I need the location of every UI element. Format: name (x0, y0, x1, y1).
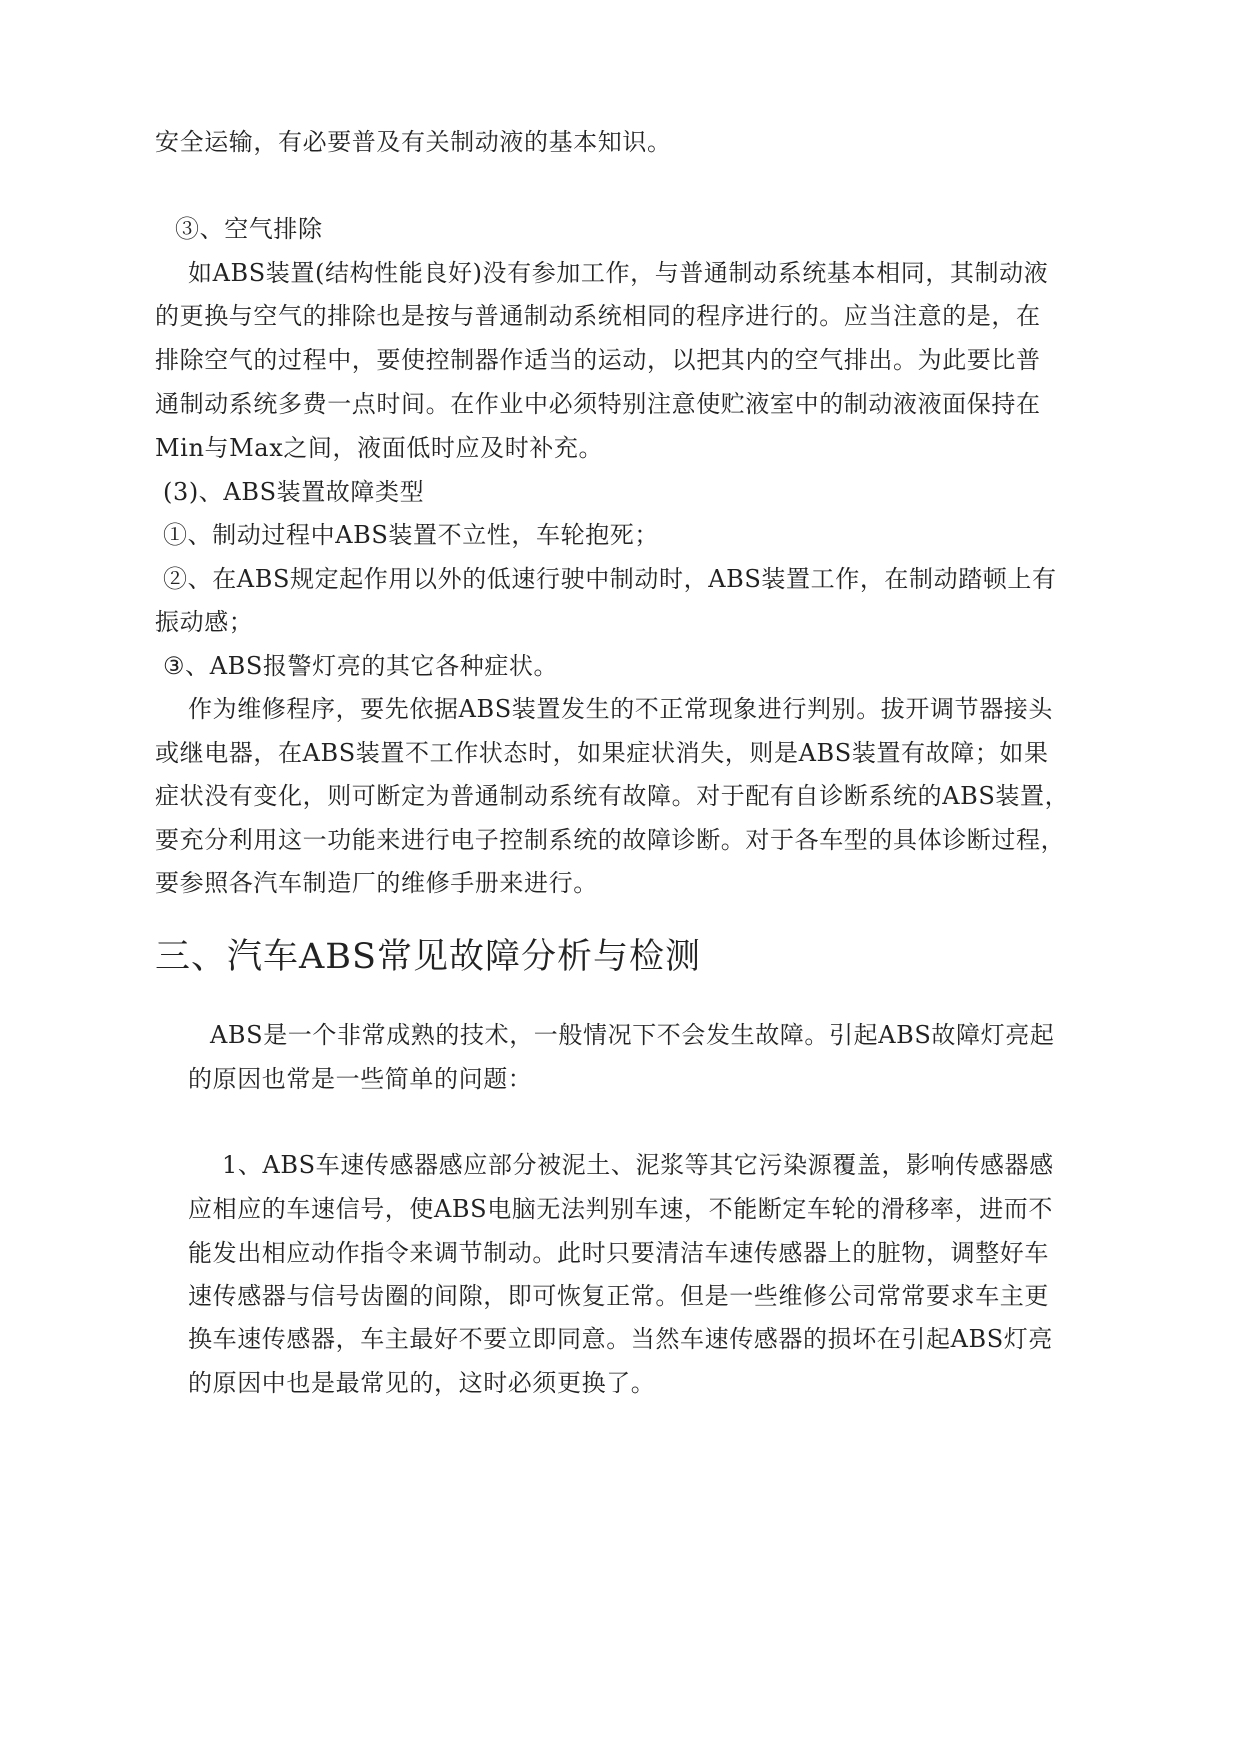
continuation-line: 安全运输，有必要普及有关制动液的基本知识。 (155, 128, 672, 156)
cause-1-line: 应相应的车速信号，使ABS电脑无法判别车速，不能断定车轮的滑移率，进而不 (188, 1195, 1054, 1223)
fault-item: ①、制动过程中ABS装置不立性，车轮抱死； (163, 521, 660, 549)
air-removal-line: 的更换与空气的排除也是按与普通制动系统相同的程序进行的。应当注意的是，在 (155, 302, 1041, 330)
cause-1-line: 速传感器与信号齿圈的间隙，即可恢复正常。但是一些维修公司常常要求车主更 (188, 1282, 1049, 1310)
air-removal-title: ③、空气排除 (175, 215, 323, 243)
procedure-line: 要充分利用这一功能来进行电子控制系统的故障诊断。对于各车型的具体诊断过程， (155, 826, 1066, 854)
procedure-line: 症状没有变化，则可断定为普通制动系统有故障。对于配有自诊断系统的ABS装置， (155, 782, 1070, 810)
intro-line: 的原因也常是一些简单的问题： (188, 1065, 533, 1093)
fault-types-title: (3)、ABS装置故障类型 (163, 478, 425, 506)
air-removal-line: 如ABS装置(结构性能良好)没有参加工作，与普通制动系统基本相同，其制动液 (188, 259, 1049, 287)
fault-item: ③、ABS报警灯亮的其它各种症状。 (163, 652, 559, 680)
procedure-line: 作为维修程序，要先依据ABS装置发生的不正常现象进行判别。拔开调节器接头 (188, 695, 1054, 723)
section-heading: 三、汽车ABS常见故障分析与检测 (155, 937, 701, 977)
cause-1-line: 1、ABS车速传感器感应部分被泥土、泥浆等其它污染源覆盖，影响传感器感 (222, 1151, 1054, 1179)
air-removal-line: Min与Max之间，液面低时应及时补充。 (155, 434, 604, 462)
procedure-line: 要参照各汽车制造厂的维修手册来进行。 (155, 869, 598, 897)
fault-item: ②、在ABS规定起作用以外的低速行驶中制动时，ABS装置工作，在制动踏顿上有 (163, 565, 1057, 593)
fault-item: 振动感； (155, 608, 254, 636)
air-removal-line: 通制动系统多费一点时间。在作业中必须特别注意使贮液室中的制动液液面保持在 (155, 390, 1041, 418)
cause-1-line: 换车速传感器，车主最好不要立即同意。当然车速传感器的损坏在引起ABS灯亮 (188, 1325, 1054, 1353)
procedure-line: 或继电器，在ABS装置不工作状态时，如果症状消失，则是ABS装置有故障；如果 (155, 739, 1049, 767)
cause-1-line: 能发出相应动作指令来调节制动。此时只要清洁车速传感器上的脏物，调整好车 (188, 1239, 1049, 1267)
cause-1-line: 的原因中也是最常见的，这时必须更换了。 (188, 1369, 656, 1397)
air-removal-line: 排除空气的过程中，要使控制器作适当的运动，以把其内的空气排出。为此要比普 (155, 346, 1041, 374)
intro-line: ABS是一个非常成熟的技术，一般情况下不会发生故障。引起ABS故障灯亮起 (210, 1021, 1055, 1049)
